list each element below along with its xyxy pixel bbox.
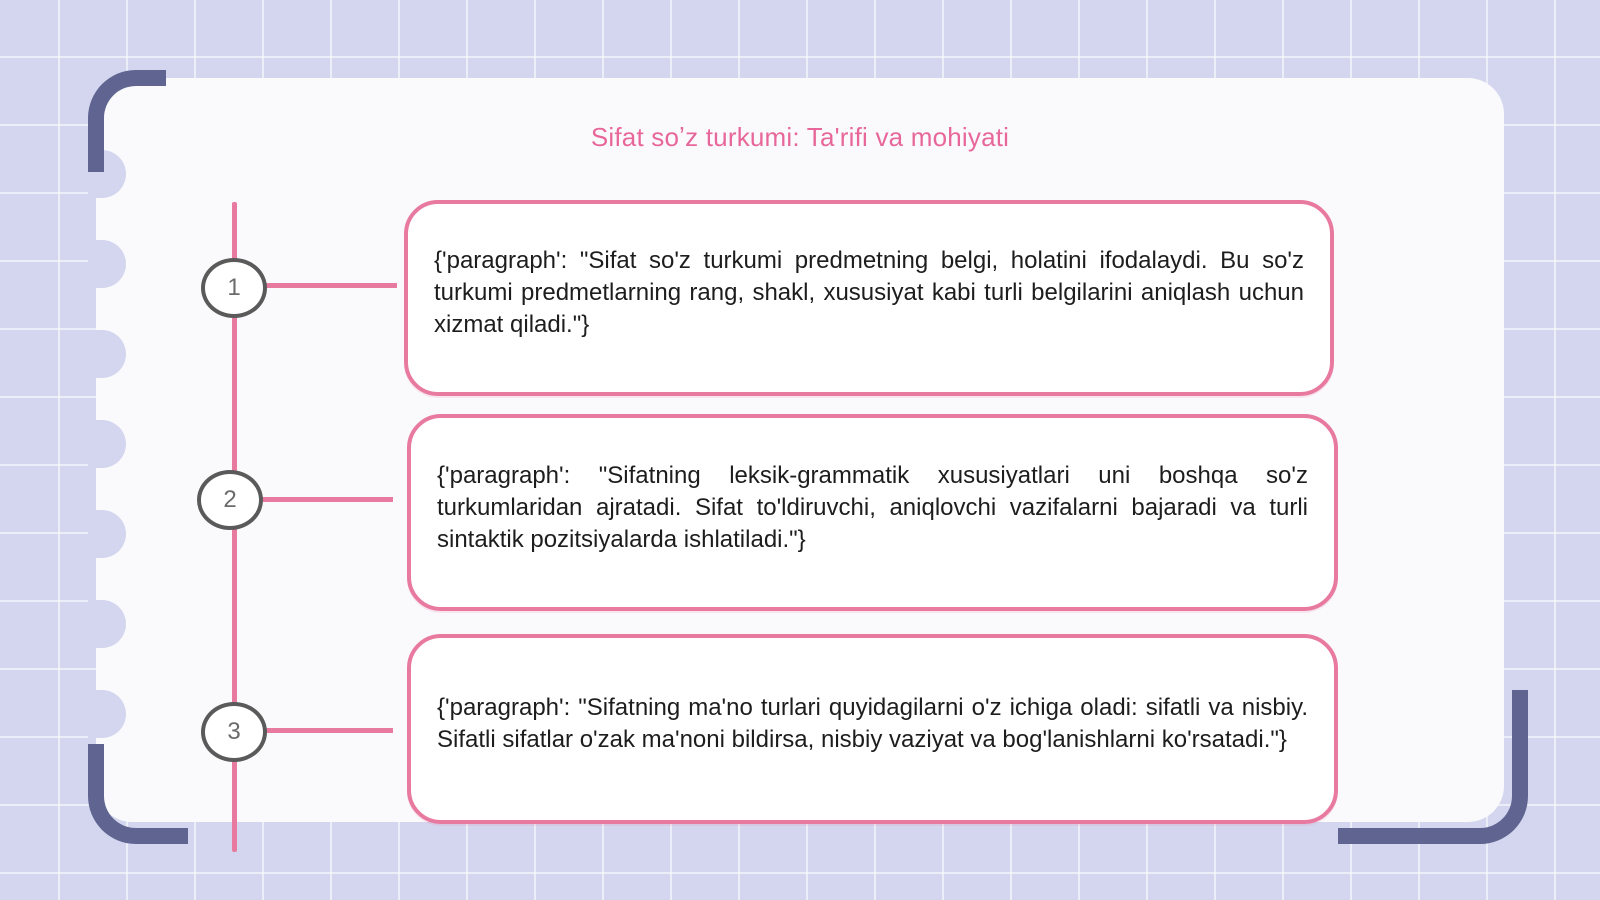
timeline-node-3: 3: [201, 702, 267, 762]
timeline-box-3: [407, 634, 1338, 824]
corner-bracket-top-left: [88, 70, 166, 172]
timeline-text-1: {'paragraph': "Sifat so'z turkumi predmetning belgi, holatini ifodalaydi. Bu so'z turkumi predmetlarning rang, shakl, xususiyat kabi turli belgilarini aniqlash uchun xizmat qiladi."}: [434, 247, 1304, 338]
corner-bracket-bottom-right: [1338, 690, 1528, 844]
timeline-connector-1: [262, 283, 397, 288]
corner-bracket-bottom-left: [88, 744, 188, 844]
timeline-node-1: 1: [201, 258, 267, 318]
timeline-text-2: {'paragraph': "Sifatning leksik-grammatik xususiyatlari uni boshqa so'z turkumlaridan ajratadi. Sifat to'ldiruvchi, aniqlovchi vazifalarni bajaradi va turli sintaktik pozitsiyalarda ishlatiladi."}: [437, 461, 1308, 553]
timeline-box-1: [404, 200, 1334, 396]
timeline-connector-2: [258, 497, 393, 502]
timeline-connector-3: [262, 728, 393, 733]
slide-title: Sifat soʼz turkumi: Ta'rifi va mohiyati: [590, 122, 1010, 152]
timeline-node-2: 2: [197, 470, 263, 530]
timeline-box-2: [407, 414, 1338, 611]
timeline-text-3: {'paragraph': "Sifatning ma'no turlari quyidagilarni o'z ichiga oladi: sifatli va nisbiy. Sifatli sifatlar o'zak ma'noni bildirsa, nisbiy vaziyat va bog'lanishlarni ko'rsatadi."}: [437, 694, 1308, 753]
